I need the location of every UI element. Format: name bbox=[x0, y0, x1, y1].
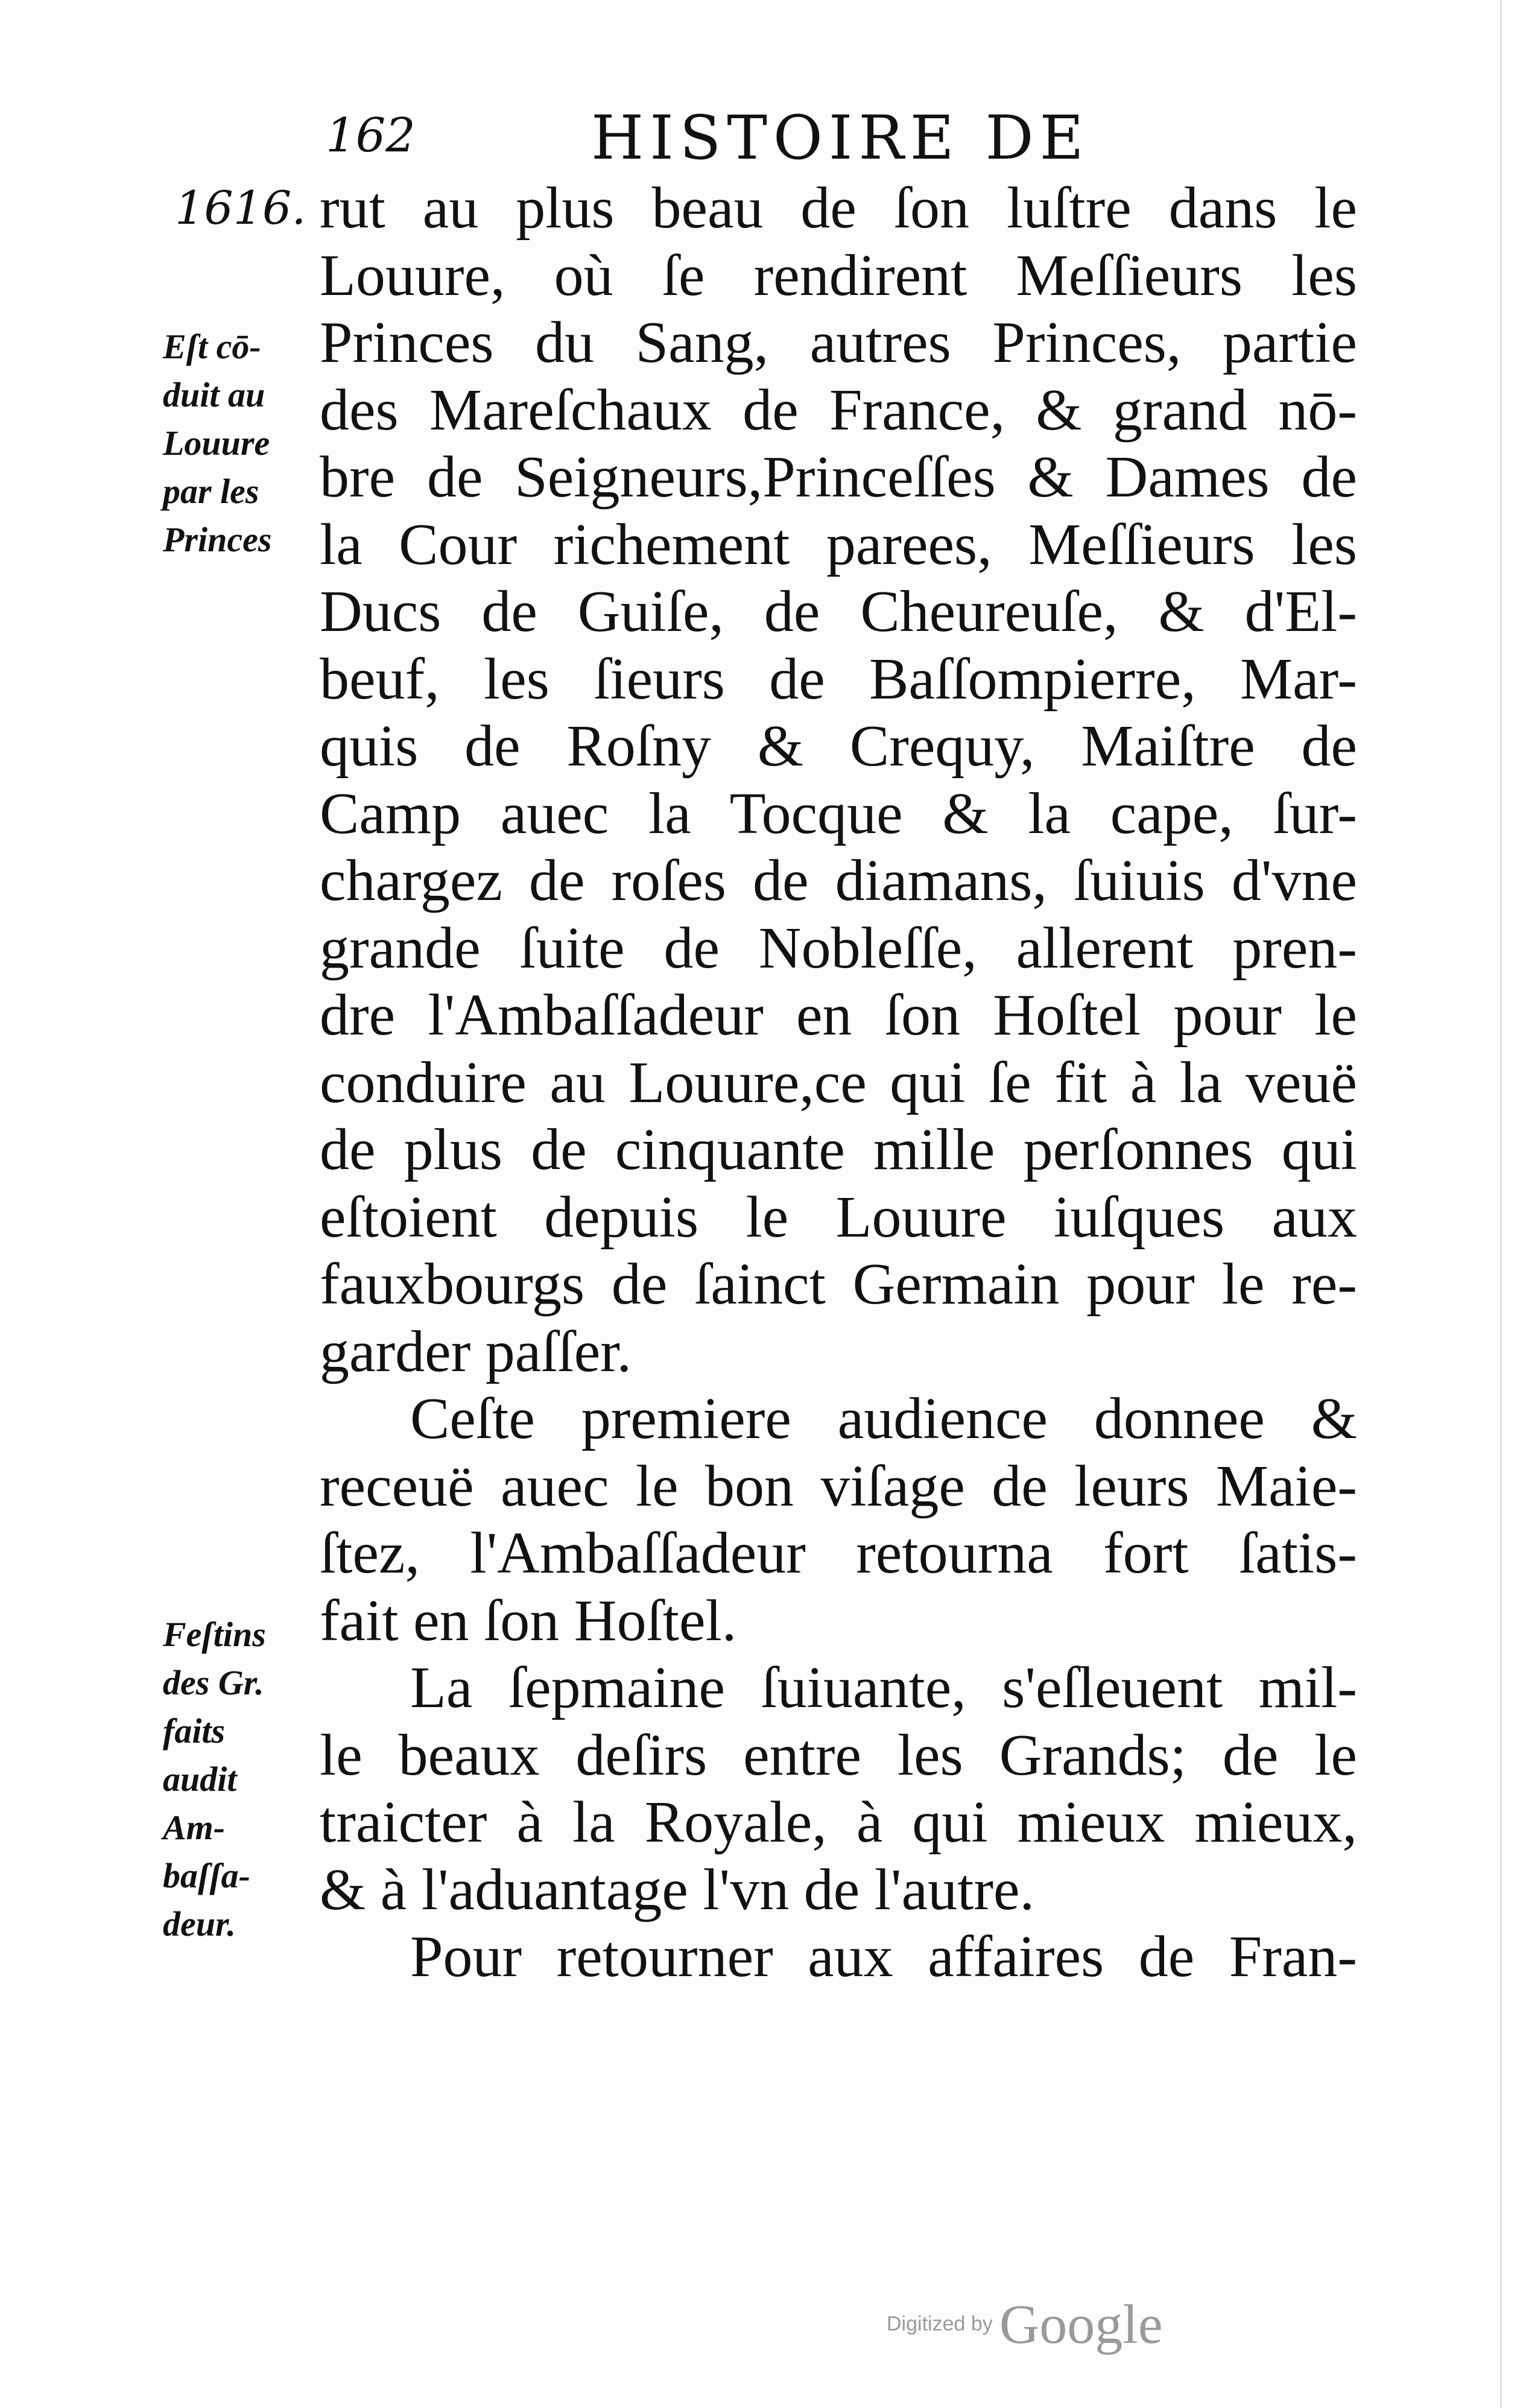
body-text bbox=[320, 175, 1357, 1991]
margin-note-line: baſſa- bbox=[163, 1856, 250, 1895]
text-line: eſtoient depuis le Louure iuſques aux bbox=[320, 1184, 1357, 1250]
text-line: Louure, où ſe rendirent Meſſieurs les bbox=[320, 242, 1357, 308]
text-line: Ducs de Guiſe, de Cheureuſe, & d'El- bbox=[320, 579, 1357, 644]
margin-note-line: faits bbox=[163, 1711, 226, 1751]
margin-note-line: deur. bbox=[163, 1904, 236, 1944]
text-line: des Mareſchaux de France, & grand nō- bbox=[320, 377, 1357, 443]
text-line: ſtez, l'Ambaſſadeur retourna fort ſatis- bbox=[320, 1521, 1357, 1586]
text-line: grande ſuite de Nobleſſe, allerent pren- bbox=[320, 915, 1357, 981]
digitization-watermark bbox=[887, 2292, 1163, 2356]
margin-note-line: Louure bbox=[163, 423, 270, 463]
text-line: la Cour richement parees, Meſſieurs les bbox=[320, 512, 1357, 577]
margin-note-festins bbox=[163, 1611, 308, 1948]
text-line: rut au plus beau de ſon luſtre dans le bbox=[320, 176, 1357, 241]
text-line: bre de Seigneurs,Princeſſes & Dames de bbox=[320, 445, 1357, 510]
margin-note-line: Eſt cō- bbox=[163, 327, 261, 366]
watermark-brand: Google bbox=[999, 2293, 1163, 2355]
text-line: Camp auec la Tocque & la cape, ſur- bbox=[320, 781, 1357, 846]
margin-note-line: duit au bbox=[163, 375, 265, 414]
margin-note-princes bbox=[163, 323, 308, 564]
text-line: receuë auec le bon viſage de leurs Maie- bbox=[320, 1453, 1357, 1519]
margin-note-line: Am- bbox=[163, 1808, 226, 1847]
page-number: 162 bbox=[326, 109, 416, 163]
paragraph-start-line: La ſepmaine ſuiuante, s'eſleuent mil- bbox=[410, 1655, 1357, 1720]
page-header bbox=[326, 103, 1218, 175]
text-line: fait en ſon Hoſtel. bbox=[320, 1588, 737, 1653]
text-line: Princes du Sang, autres Princes, partie bbox=[320, 310, 1357, 375]
text-line: chargez de roſes de diamans, ſuiuis d'vne bbox=[320, 848, 1357, 913]
margin-note-line: par les bbox=[163, 472, 259, 511]
text-line: conduire au Louure,ce qui ſe fit à la veuë bbox=[320, 1050, 1357, 1115]
text-line: traicter à la Royale, à qui mieux mieux, bbox=[320, 1790, 1357, 1855]
text-line: fauxbourgs de ſainct Germain pour le re- bbox=[320, 1252, 1357, 1317]
text-line: le beaux deſirs entre les Grands; de le bbox=[320, 1722, 1357, 1788]
paragraph-start-line: Pour retourner aux affaires de Fran- bbox=[410, 1924, 1357, 1989]
scan-edge-line bbox=[1500, 0, 1502, 2408]
text-line: beuf, les ſieurs de Baſſompierre, Mar- bbox=[320, 646, 1357, 712]
text-line: & à l'aduantage l'vn de l'autre. bbox=[320, 1857, 1034, 1922]
watermark-prefix: Digitized by bbox=[887, 2312, 993, 2336]
margin-note-line: audit bbox=[163, 1760, 237, 1799]
text-line: de plus de cinquante mille perſonnes qui bbox=[320, 1117, 1357, 1182]
margin-note-line: Feſtins bbox=[163, 1615, 266, 1654]
text-line: garder paſſer. bbox=[320, 1319, 632, 1384]
margin-note-line: des Gr. bbox=[163, 1663, 264, 1702]
paragraph-start-line: Ceſte premiere audience donnee & bbox=[410, 1386, 1357, 1451]
running-title: HISTOIRE DE bbox=[591, 103, 1090, 173]
year-note: 1616. bbox=[175, 181, 306, 235]
margin-note-line: Princes bbox=[163, 520, 272, 559]
text-line: dre l'Ambaſſadeur en ſon Hoſtel pour le bbox=[320, 983, 1357, 1048]
text-line: quis de Roſny & Crequy, Maiſtre de bbox=[320, 714, 1357, 779]
